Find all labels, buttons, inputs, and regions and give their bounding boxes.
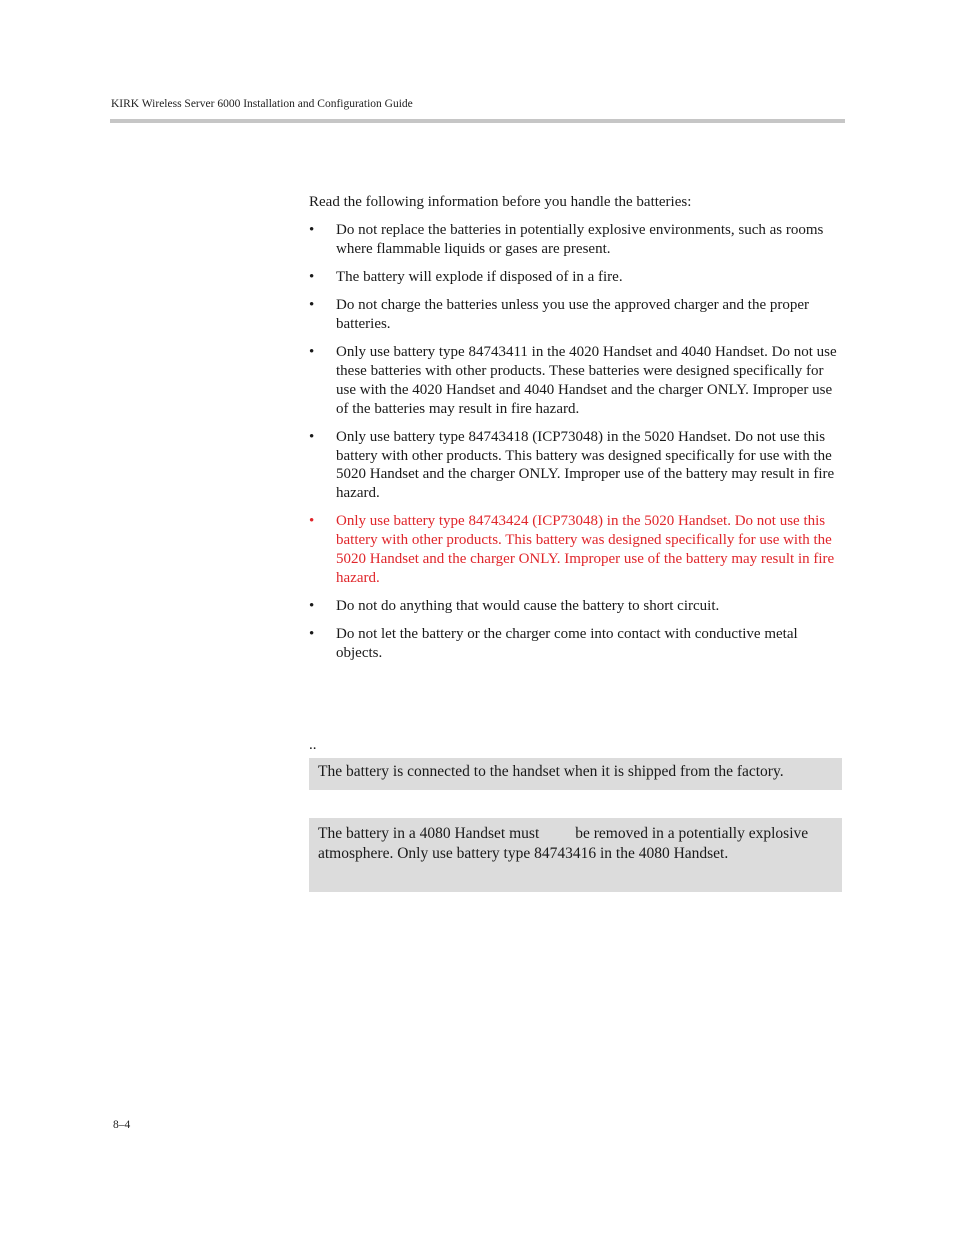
list-item [309, 428, 844, 503]
list-item [309, 343, 844, 418]
list-item-text: Do not let the battery or the charger come into contact with conductive metal objects. [336, 626, 798, 661]
list-item-text: Do not charge the batteries unless you use the approved charger and the proper batteries. [336, 297, 810, 332]
list-item-text: Do not do anything that would cause the battery to short circuit. [336, 597, 720, 614]
list-item [309, 268, 844, 287]
list-item [309, 296, 844, 334]
list-item-text: Only use battery type 84743424 (ICP73048) in the 5020 Handset. Do not use this battery with other products. This battery was designed specifically for use with the 5020 Handset and the charger ONLY. Improper use of the battery may result in fire hazard. [336, 513, 835, 586]
bullet-marker: • [309, 268, 315, 285]
bullet-marker: • [309, 222, 315, 238]
bullet-marker: • [309, 513, 315, 530]
bullet-marker: • [309, 344, 315, 361]
list-item-highlighted [309, 512, 844, 587]
note-text-part-1: The battery in a 4080 Handset must [318, 825, 540, 842]
page-number: 8–4 [113, 1119, 131, 1131]
intro-paragraph: Read the following information before you handle the batteries: [309, 194, 692, 210]
list-item [309, 597, 844, 616]
battery-safety-section [309, 193, 844, 672]
safety-list [309, 221, 844, 663]
list-item-text: Only use battery type 84743411 in the 4020 Handset and 4040 Handset. Do not use these batteries with other products. These batteries were designed specifically for use with the 4020 Handset and 4040 Handset and the charger ONLY. Improper use of the batteries may result in fire hazard. [336, 344, 837, 417]
bullet-marker: • [309, 428, 315, 445]
list-item-text: The battery will explode if disposed of in a fire. [336, 268, 623, 285]
header-rule [110, 119, 845, 123]
list-item-text: Do not replace the batteries in potentially explosive environments, such as rooms where flammable liquids or gases are present. [336, 222, 824, 257]
note-box-shipping [309, 758, 842, 790]
separator-dots: .. [309, 737, 317, 753]
note-text: The battery is connected to the handset when it is shipped from the factory. [318, 763, 784, 780]
bullet-marker: • [309, 626, 315, 643]
list-item-text: Only use battery type 84743418 (ICP73048) in the 5020 Handset. Do not use this battery with other products. This battery was designed specifically for use with the 5020 Handset and the charger ONLY. Improper use of the battery may result in fire hazard. [336, 428, 835, 502]
list-item [309, 221, 844, 259]
note-box-4080-battery [309, 818, 842, 892]
list-item [309, 625, 844, 663]
bullet-marker: • [309, 597, 315, 614]
bullet-marker: • [309, 297, 315, 314]
note-text-part-2: be removed in a potentially explosive atmosphere. Only use battery type 84743416 in the 4080 Handset. [318, 825, 809, 862]
running-header: KIRK Wireless Server 6000 Installation and Configuration Guide [111, 98, 413, 110]
